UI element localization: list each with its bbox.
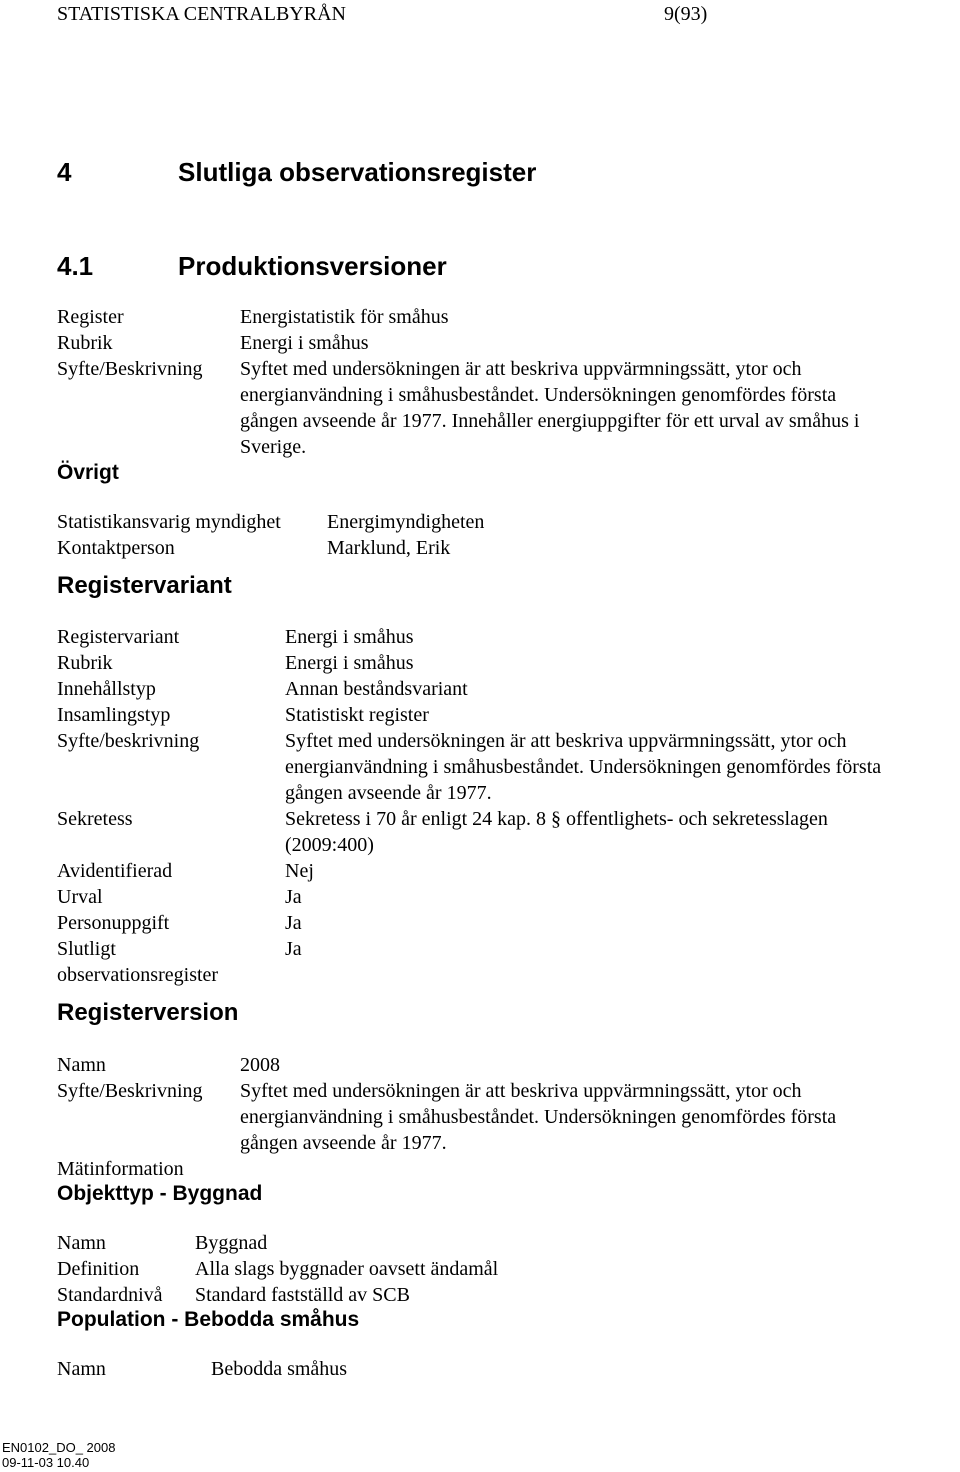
slutligt-label: Slutligt	[57, 938, 116, 960]
registerversion-heading: Registerversion	[57, 999, 239, 1026]
section-number: 4.1	[57, 251, 94, 281]
version-syfte-line: Syftet med undersökningen är att beskriva uppvärmningssätt, ytor och	[240, 1080, 802, 1102]
version-namn-value: 2008	[240, 1054, 280, 1076]
population-heading: Population - Bebodda småhus	[57, 1308, 360, 1331]
chapter-title: Slutliga observationsregister	[178, 157, 537, 187]
chapter-number: 4	[57, 157, 72, 187]
kontakt-value: Marklund, Erik	[327, 537, 451, 559]
slutligt-value: Ja	[285, 938, 302, 960]
footer-doc-id: EN0102_DO_ 2008	[2, 1440, 116, 1455]
personuppgift-value: Ja	[285, 912, 302, 934]
innehallstyp-value: Annan beståndsvariant	[285, 678, 468, 700]
sekretess-label: Sekretess	[57, 808, 133, 830]
rubrik-label: Rubrik	[57, 332, 113, 354]
variant-value: Energi i småhus	[285, 626, 414, 648]
urval-value: Ja	[285, 886, 302, 908]
urval-label: Urval	[57, 886, 103, 908]
variant-rubrik-value: Energi i småhus	[285, 652, 414, 674]
personuppgift-label: Personuppgift	[57, 912, 170, 934]
variant-syfte-line: energianvändning i småhusbeståndet. Undersökningen genomfördes första	[285, 756, 882, 778]
definition-label: Definition	[57, 1258, 140, 1280]
myndighet-label: Statistikansvarig myndighet	[57, 511, 281, 533]
variant-rubrik-label: Rubrik	[57, 652, 113, 674]
population-namn-label: Namn	[57, 1358, 106, 1380]
insamlingstyp-label: Insamlingstyp	[57, 704, 171, 726]
rubrik-value: Energi i småhus	[240, 332, 369, 354]
objekttyp-namn-label: Namn	[57, 1232, 106, 1254]
variant-syfte-line: gången avseende år 1977.	[285, 782, 492, 804]
section-title: Produktionsversioner	[178, 251, 447, 281]
ovrigt-heading: Övrigt	[57, 461, 119, 484]
standardniva-label: Standardnivå	[57, 1284, 163, 1306]
objekttyp-heading: Objekttyp - Byggnad	[57, 1182, 263, 1205]
kontakt-label: Kontaktperson	[57, 537, 175, 559]
variant-label: Registervariant	[57, 626, 180, 648]
avidentifierad-value: Nej	[285, 860, 314, 882]
register-label: Register	[57, 306, 124, 328]
myndighet-value: Energimyndigheten	[327, 511, 485, 533]
population-namn-value: Bebodda småhus	[211, 1358, 348, 1380]
slutligt-label-continued: observationsregister	[57, 964, 219, 986]
register-value: Energistatistik för småhus	[240, 306, 449, 328]
syfte-line: Syftet med undersökningen är att beskriva uppvärmningssätt, ytor och	[240, 358, 802, 380]
version-namn-label: Namn	[57, 1054, 106, 1076]
standardniva-value: Standard fastställd av SCB	[195, 1284, 410, 1306]
version-syfte-label: Syfte/Beskrivning	[57, 1080, 203, 1102]
header-page-number: 9(93)	[664, 3, 708, 25]
version-syfte-line: energianvändning i småhusbeståndet. Undersökningen genomfördes första	[240, 1106, 837, 1128]
syfte-line: gången avseende år 1977. Innehåller energiuppgifter för ett urval av småhus i	[240, 410, 860, 432]
syfte-label: Syfte/Beskrivning	[57, 358, 203, 380]
version-syfte-line: gången avseende år 1977.	[240, 1132, 447, 1154]
sekretess-line: (2009:400)	[285, 834, 374, 856]
innehallstyp-label: Innehållstyp	[57, 678, 156, 700]
variant-syfte-label: Syfte/beskrivning	[57, 730, 200, 752]
objekttyp-namn-value: Byggnad	[195, 1232, 268, 1254]
footer-timestamp: 09-11-03 10.40	[2, 1455, 90, 1470]
matinformation-label: Mätinformation	[57, 1158, 184, 1180]
variant-syfte-line: Syftet med undersökningen är att beskriva uppvärmningssätt, ytor och	[285, 730, 847, 752]
avidentifierad-label: Avidentifierad	[57, 860, 173, 882]
insamlingstyp-value: Statistiskt register	[285, 704, 429, 726]
header-org: STATISTISKA CENTRALBYRÅN	[57, 3, 346, 25]
syfte-line: Sverige.	[240, 436, 307, 458]
sekretess-line: Sekretess i 70 år enligt 24 kap. 8 § offentlighets- och sekretesslagen	[285, 808, 828, 830]
syfte-line: energianvändning i småhusbeståndet. Undersökningen genomfördes första	[240, 384, 837, 406]
definition-value: Alla slags byggnader oavsett ändamål	[195, 1258, 499, 1280]
registervariant-heading: Registervariant	[57, 572, 232, 599]
